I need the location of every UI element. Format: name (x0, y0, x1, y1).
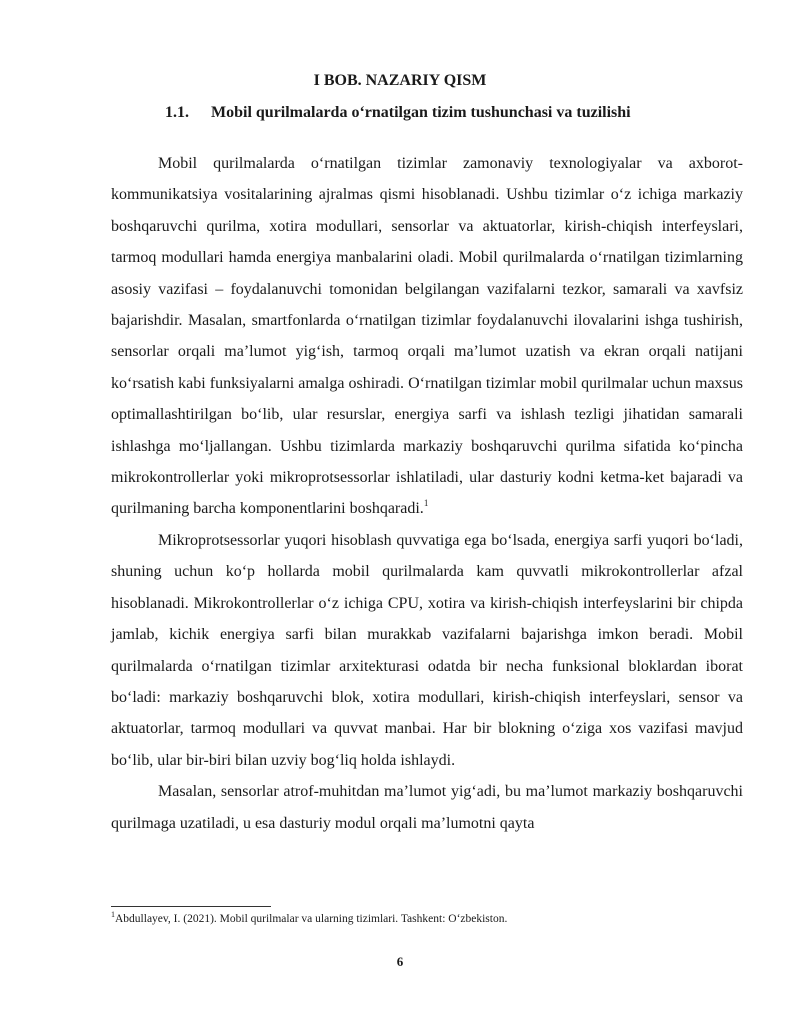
chapter-title: I BOB. NAZARIY QISM (313, 72, 487, 89)
section-number: 1.1. (165, 104, 189, 121)
paragraph-1-text: Mobil qurilmalarda oʻrnatilgan tizimlar zamonaviy texnologiyalar va axborot-kommunikatsiya vositalarining ajralmas qismi hisoblanadi. Ushbu tizimlar oʻz ichiga markaziy boshqaruvchi qurilma, xotira modullari, sensorlar va aktuatorlar, kirish-chiqish interfeyslari, tarmoq modullari hamda energiya manbalarini oladi. Mobil qurilmalarda oʻrnatilgan tizimlarning asosiy vazifasi – foydalanuvchi tomonidan belgilangan vazifalarni tezkor, samarali va xavfsiz bajarishdir. Masalan, smartfonlarda oʻrnatilgan tizimlar foydalanuvchi ilovalarini ishga tushirish, sensorlar orqali maʼlumot yigʻish, tarmoq orqali maʼlumot uzatish va ekran orqali natijani koʻrsatish kabi funksiyalarni amalga oshiradi. Oʻrnatilgan tizimlar mobil qurilmalar uchun maxsus optimallashtirilgan boʻlib, ular resurslar, energiya sarfi va ishlash tezligi jihatidan samarali ishlashga moʻljallangan. Ushbu tizimlarda markaziy boshqaruvchi qurilma sifatida koʻpincha mikrokontrollerlar yoki mikroprotsessorlar ishlatiladi, ular dasturiy kodni ketma-ket bajaradi va qurilmaning barcha komponentlarini boshqaradi. (111, 155, 743, 518)
page-number: 6 (396, 954, 404, 969)
footnote-marker: 1 (111, 910, 115, 919)
paragraph-3: Masalan, sensorlar atrof-muhitdan maʼlumot yigʻadi, bu maʼlumot markaziy boshqaruvchi qurilmaga uzatiladi, u esa dasturiy modul orqali maʼlumotni qayta (111, 783, 743, 832)
footnote-text: Abdullayev, I. (2021). Mobil qurilmalar va ularning tizimlari. Tashkent: Oʻzbekiston. (115, 913, 508, 925)
section-title: Mobil qurilmalarda oʻrnatilgan tizim tushunchasi va tuzilishi (211, 104, 631, 121)
body-text (111, 148, 743, 839)
paragraph-2: Mikroprotsessorlar yuqori hisoblash quvvatiga ega boʻlsada, energiya sarfi yuqori boʻladi, shuning uchun koʻp hollarda mobil qurilmalarda kam quvvatli mikrokontrollerlar afzal hisoblanadi. Mikrokontrollerlar oʻz ichiga CPU, xotira va kirish-chiqish interfeyslarini bir chipda jamlab, kichik energiya sarfi bilan murakkab vazifalarni bajarishga imkon beradi. Mobil qurilmalarda oʻrnatilgan tizimlar arxitekturasi odatda bir necha funksional bloklardan iborat boʻladi: markaziy boshqaruvchi blok, xotira modullari, kirish-chiqish interfeyslari, sensor va aktuatorlar, tarmoq modullari va quvvat manbai. Har bir blokning oʻziga xos vazifasi mavjud boʻlib, ular bir-biri bilan uzviy bogʻliq holda ishlaydi. (111, 531, 743, 769)
footnote (111, 910, 508, 925)
footnote-separator (111, 906, 271, 907)
footnote-reference: 1 (423, 498, 429, 509)
paragraph-1 (111, 148, 743, 525)
section-heading (165, 104, 631, 122)
